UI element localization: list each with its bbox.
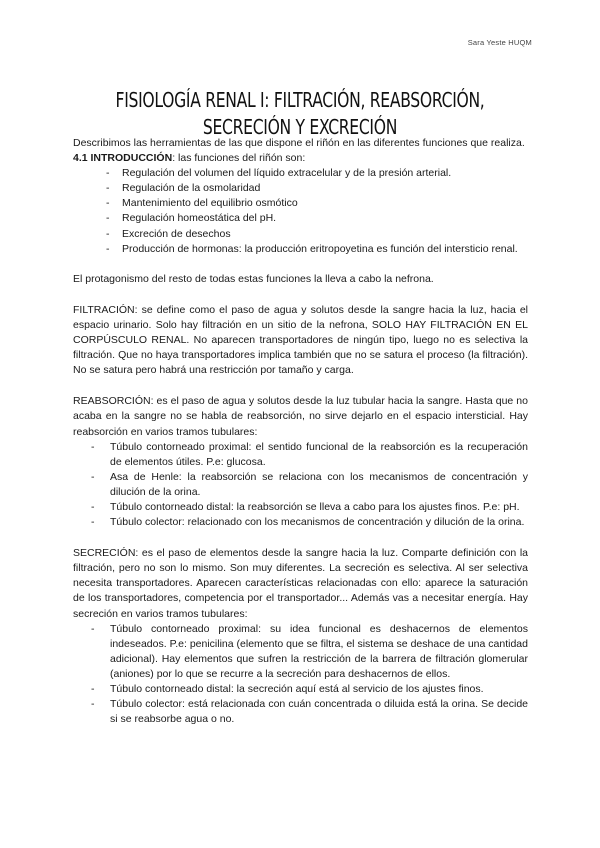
intro-paragraph: Describimos las herramientas de las que dispone el riñón en las diferentes funciones que realiza.: [73, 137, 525, 149]
document-body: [73, 136, 528, 727]
list-item: - Túbulo colector: está relacionada con cuán concentrada o diluida está la orina. Se decide si se reabsorbe agua o no.: [91, 697, 528, 727]
list-item: - Regulación del volumen del líquido extracelular y de la presión arterial.: [106, 166, 528, 181]
secrecion-paragraph: SECRECIÓN: es el paso de elementos desde la sangre hacia la luz. Comparte definición con la filtración, pero no son lo mismo. Son muy diferentes. La secreción es selectiva. Al ser selectiva necesita transportadores. Aparecen características relacionadas con ello: aparece la saturación de los transportadores, competencia por el transportador... Además vas a necesitar energía. Hay secreción en varios tramos tubulares:: [73, 547, 528, 620]
list-item: - Asa de Henle: la reabsorción se relaciona con los mecanismos de concentración y dilución de la orina.: [91, 470, 528, 500]
list-item: - Mantenimiento del equilibrio osmótico: [106, 196, 528, 211]
title-line-1: FISIOLOGÍA RENAL I: FILTRACIÓN, REABSORCIÓN,: [115, 88, 485, 113]
list-item: - Túbulo contorneado distal: la reabsorción se lleva a cabo para los ajustes finos. P.e: pH.: [91, 500, 528, 515]
section-heading-rest: : las funciones del riñón son:: [172, 152, 306, 165]
list-item: - Regulación homeostática del pH.: [106, 211, 528, 226]
page-title: [113, 87, 487, 141]
list-item: - Túbulo contorneado proximal: su idea funcional es deshacernos de elementos indeseados. P.e: penicilina (elemento que se filtra, el sistema se deshace de una cantidad adicional). Hay elementos que sufren la restricción de la barrera de filtración glomerular (aniones) por lo que se recurre a la secreción para deshacernos de ellos.: [91, 622, 528, 682]
reabsorcion-paragraph: REABSORCIÓN: es el paso de agua y solutos desde la luz tubular hacia la sangre. Hasta que no acaba en la sangre no se habla de reabsorción, no sirve dejarlo en el espacio intersticial. Hay reabsorción en varios tramos tubulares:: [73, 395, 528, 438]
functions-list: [73, 166, 528, 257]
spacer: [73, 378, 528, 394]
section-heading: 4.1 INTRODUCCIÓN: [73, 152, 173, 165]
reabsorcion-list: [73, 440, 528, 531]
author-header: Sara Yeste HUQM: [467, 38, 532, 47]
list-item: - Excreción de desechos: [106, 227, 528, 242]
title-line-2: SECRECIÓN Y EXCRECIÓN: [202, 115, 398, 140]
spacer: [73, 530, 528, 546]
list-item: - Túbulo contorneado proximal: el sentido funcional de la reabsorción es la recuperación de elementos útiles. P.e: glucosa.: [91, 440, 528, 470]
list-item: - Túbulo contorneado distal: la secreción aquí está al servicio de los ajustes finos.: [91, 682, 528, 697]
section-heading-line: [73, 151, 528, 166]
filtracion-paragraph: FILTRACIÓN: se define como el paso de agua y solutos desde la sangre hacia la luz, hacia el espacio urinario. Solo hay filtración en un sitio de la nefrona, SOLO HAY FILTRACIÓN EN EL CORPÚSCULO RENAL. No aparecen transportadores de ningún tipo, luego no es selectiva la filtración. Que no haya transportadores implica también que no se satura el proceso (la filtración). No se satura pero habrá una restricción por tamaño y carga.: [73, 303, 528, 377]
list-item: - Túbulo colector: relacionado con los mecanismos de concentración y dilución de la orina.: [91, 515, 528, 530]
spacer: [73, 257, 528, 272]
list-item: - Regulación de la osmolaridad: [106, 181, 528, 196]
spacer: [73, 287, 528, 303]
secrecion-list: [73, 622, 528, 728]
list-item: - Producción de hormonas: la producción eritropoyetina es función del intersticio renal.: [106, 242, 528, 257]
protagonist-paragraph: El protagonismo del resto de todas estas funciones la lleva a cabo la nefrona.: [73, 272, 434, 285]
